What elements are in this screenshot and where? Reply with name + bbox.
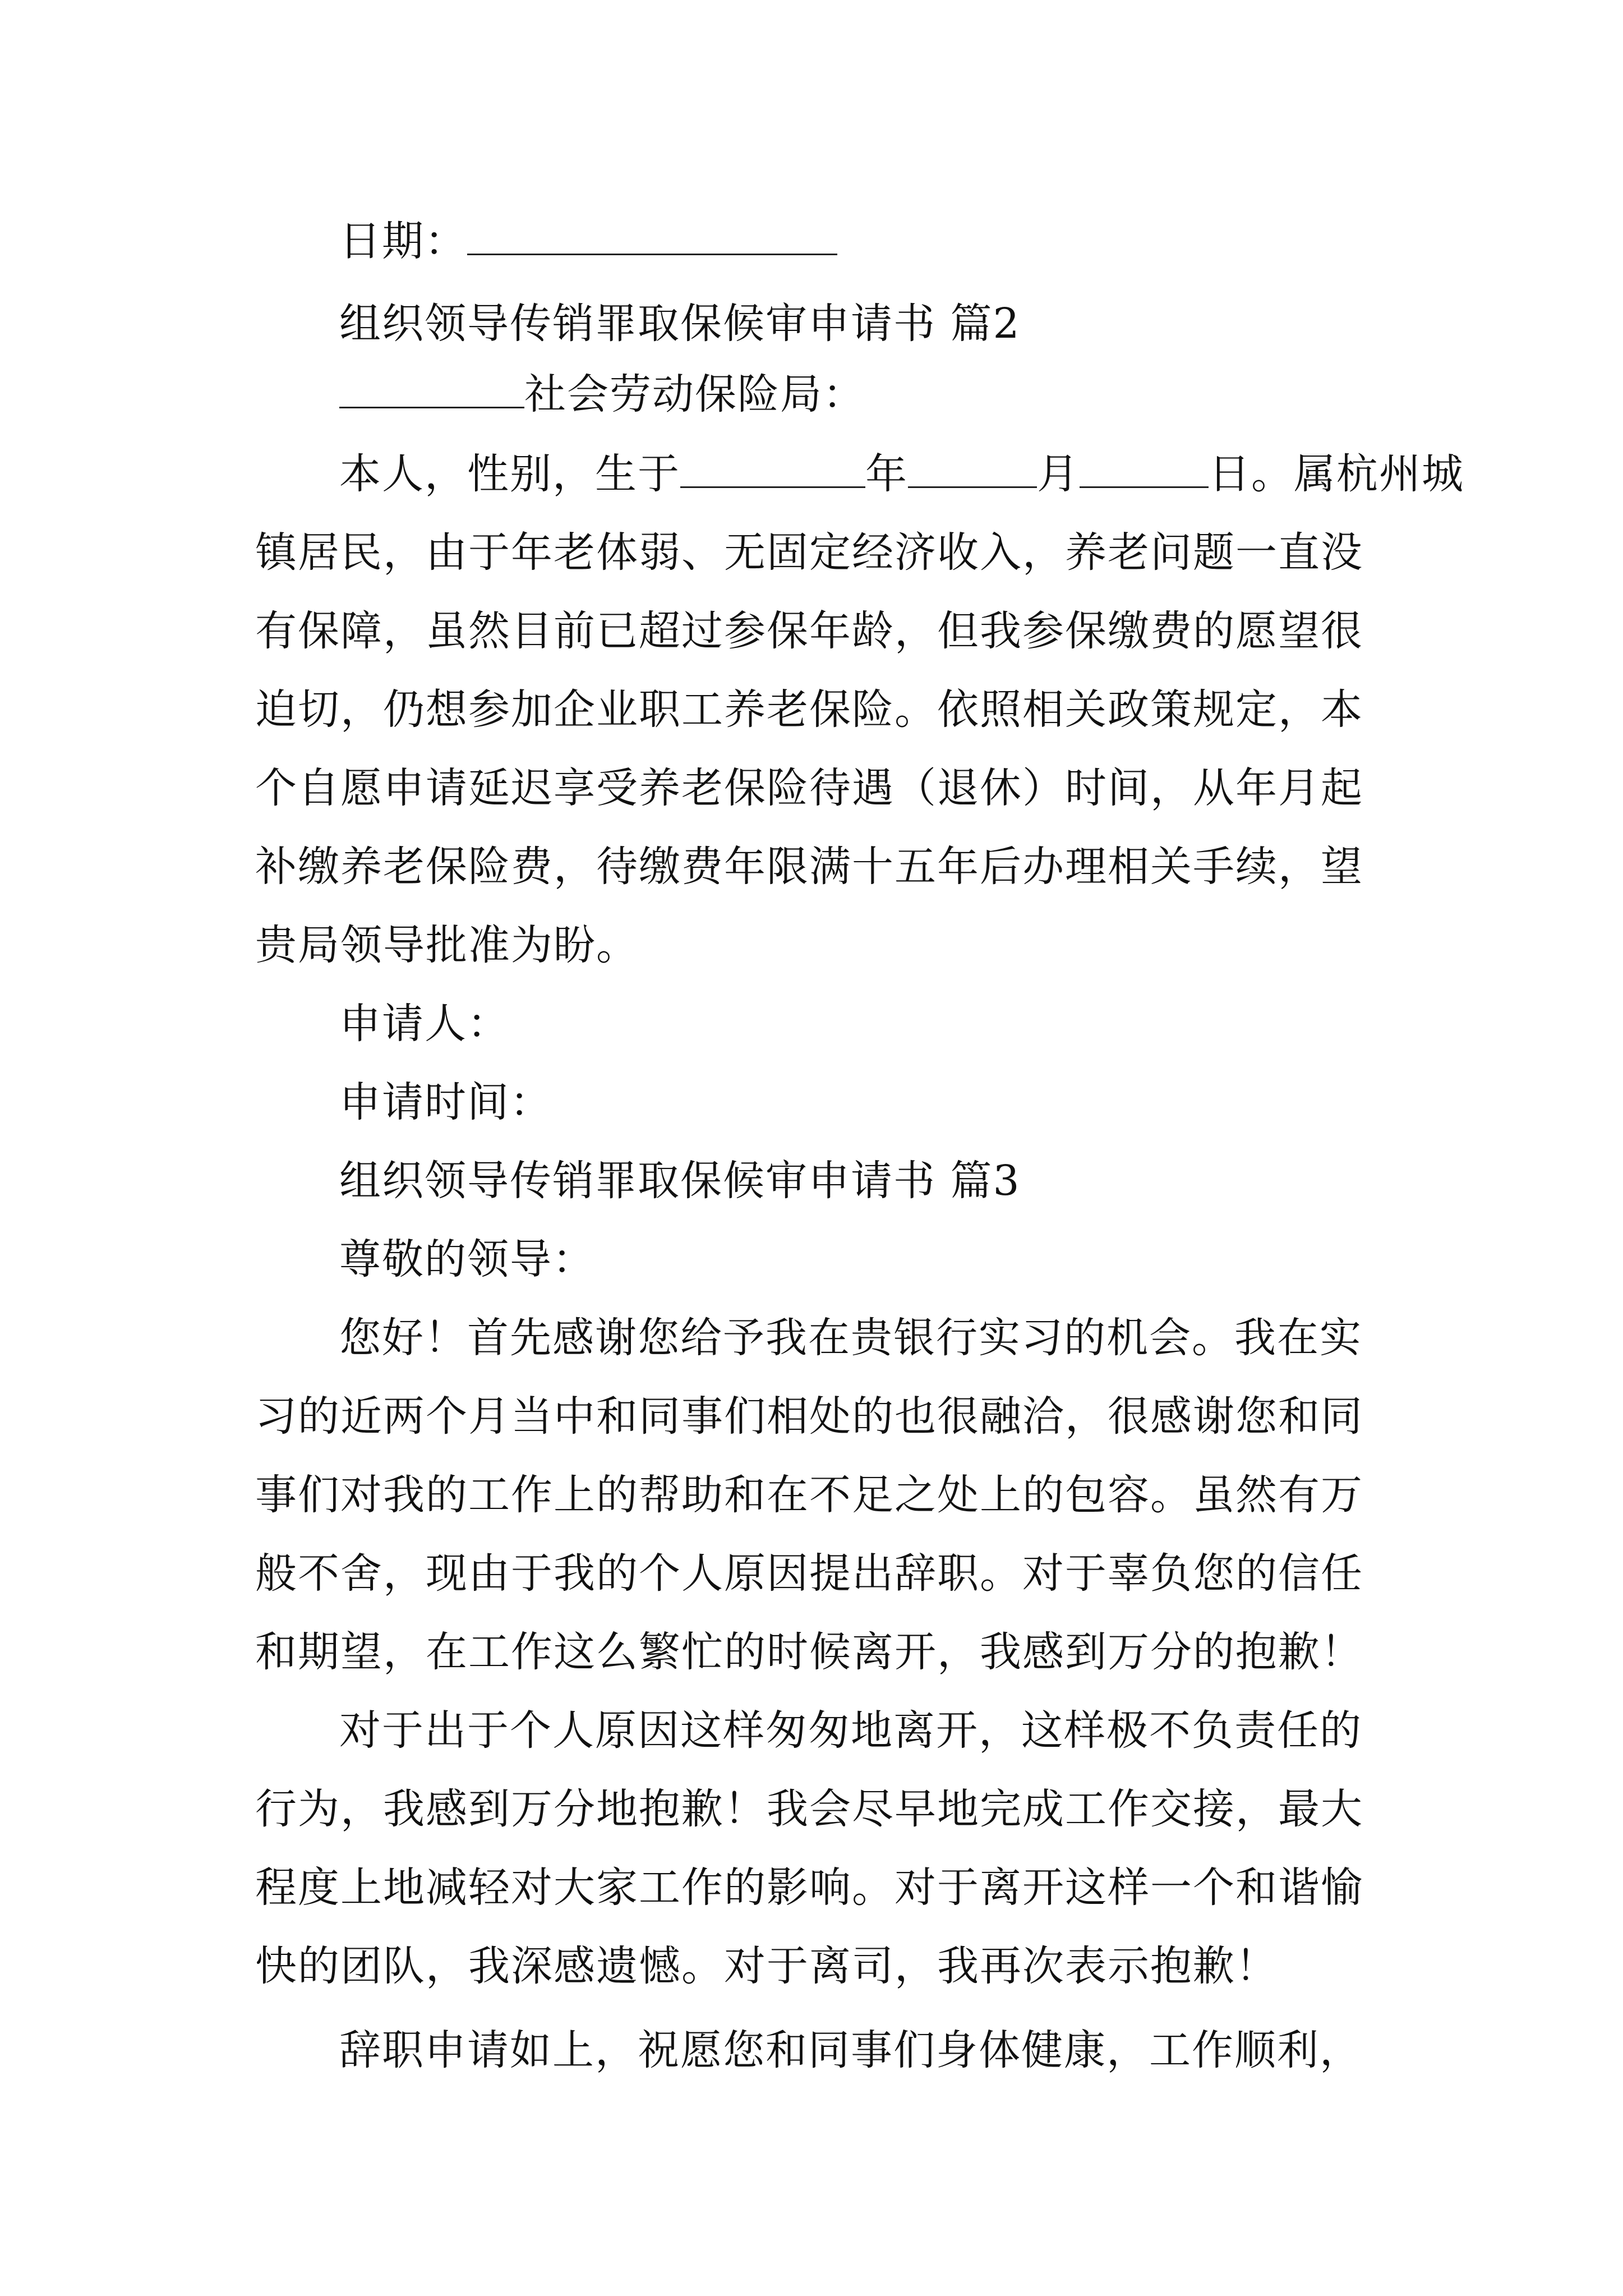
para3b-line-4: 快的团队，我深感遗憾。对于离司，我再次表示抱歉！ [255,1942,1278,1990]
para2-line-5: 个自愿申请延迟享受养老保险待遇（退休）时间，从年月起 [255,764,1363,812]
addressee-label: 社会劳动保险局： [524,370,865,418]
para3a-line-2: 习的近两个月当中和同事们相处的也很融洽，很感谢您和同 [255,1392,1363,1441]
para2-text-a: 本人，性别，生于 [339,450,680,498]
para2-line-6: 补缴养老保险费，待缴费年限满十五年后办理相关手续，望 [255,843,1363,891]
para3a-line-1: 您好！首先感谢您给予我在贵银行实习的机会。我在实 [339,1314,1362,1362]
para2-line-1 [339,449,1464,499]
para2-line-7: 贵局领导批准为盼。 [255,921,639,969]
para3b-line-3: 程度上地减轻对大家工作的影响。对于离开这样一个和谐愉 [255,1864,1363,1912]
apply-time-label: 申请时间： [339,1078,552,1126]
para2-text-b: 年 [865,450,908,498]
addressee-line-2 [339,369,865,420]
para3a-line-5: 和期望，在工作这么繁忙的时候离开，我感到万分的抱歉！ [255,1628,1363,1676]
para3c-line-1: 辞职申请如上，祝愿您和同事们身体健康，工作顺利， [339,2026,1362,2074]
heading-part-2: 组织领导传销罪取保候审申请书 篇2 [339,300,1021,348]
para3a-line-3: 事们对我的工作上的帮助和在不足之处上的包容。虽然有万 [255,1471,1363,1519]
date-line [339,216,837,266]
para3a-line-4: 般不舍，现由于我的个人原因提出辞职。对于辜负您的信任 [255,1549,1363,1598]
para3b-line-1: 对于出于个人原因这样匆匆地离开，这样极不负责任的 [339,1706,1362,1755]
birth-day-blank [1080,452,1209,488]
date-blank [467,219,837,255]
addressee-blank [339,372,524,408]
salutation-3: 尊敬的领导： [339,1235,595,1283]
date-label: 日期： [339,217,467,265]
para2-text-d: 日。属杭州城 [1209,450,1464,498]
para2-text-c: 月 [1037,450,1080,498]
heading-part-3: 组织领导传销罪取保候审申请书 篇3 [339,1157,1021,1205]
birth-month-blank [908,452,1037,488]
para3b-line-2: 行为，我感到万分地抱歉！我会尽早地完成工作交接，最大 [255,1785,1363,1833]
para2-line-4: 迫切，仍想参加企业职工养老保险。依照相关政策规定，本 [255,685,1363,734]
para2-line-2: 镇居民，由于年老体弱、无固定经济收入，养老问题一直没 [255,528,1363,577]
para2-line-3: 有保障，虽然目前已超过参保年龄，但我参保缴费的愿望很 [255,607,1363,655]
applicant-label: 申请人： [339,1000,510,1048]
birth-year-blank [680,452,865,488]
